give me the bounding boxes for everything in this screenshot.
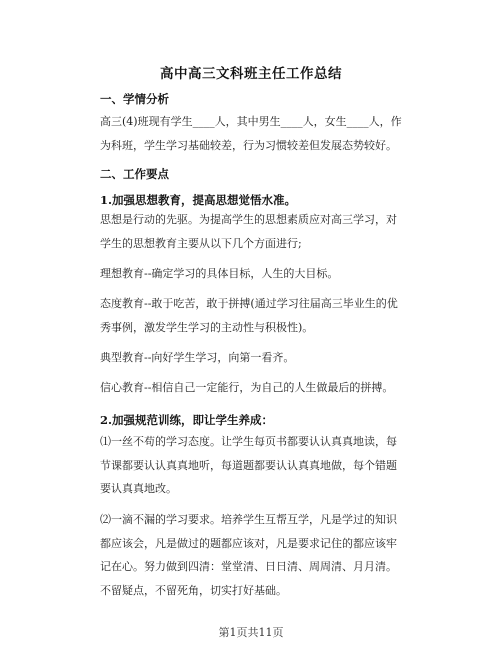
paragraph-ideology-intro: 思想是行动的先驱。为提高学生的思想素质应对高三学习，对学生的思想教育主要从以下几个方面进行; [100,213,397,250]
paragraph-learning-requirements: ⑵一滴不漏的学习要求。培养学生互帮互学，凡是学过的知识都应该会，凡是做过的题都应该对，凡是要求记住的都应该牢记在心。努力做到四清：堂堂清、日日清、周周清、月月清。不留疑点，不留死角，切实打好基础。 [100,513,397,597]
section-heading-situation: 一、学情分析 [100,92,169,106]
section-heading-work-points: 二、工作要点 [100,167,169,181]
subheading-standard-training: 2.加强规范训练，即让学生养成： [100,413,274,427]
subheading-ideology: 1.加强思想教育，提高思想觉悟水准。 [100,193,297,207]
paragraph-confidence-education: 信心教育--相信自己一定能行，为自己的人生做最后的拼搏。 [100,381,394,394]
paragraph-attitude-education: 态度教育--敢于吃苦，敢于拼搏(通过学习往届高三毕业生的优秀事例，激发学生学习的主动性与积极性)。 [100,297,398,334]
paragraph-model-education: 典型教育--向好学生学习，向第一看齐。 [100,351,295,364]
paragraph-attitude-rigor: ⑴一丝不苟的学习态度。让学生每页书都要认认真真地读，每节课都要认认真真地听，每道题都要认认真真地做，每个错题要认真真地改。 [100,435,397,495]
paragraph-situation: 高三(4)班现有学生____人，其中男生____人，女生____人，作为科班，学生学习基础较差，行为习惯较差但发展态势较好。 [100,115,402,152]
page-number-footer: 第1页共11页 [218,626,284,639]
document-title: 高中高三文科班主任工作总结 [160,66,342,82]
paragraph-ideal-education: 理想教育--确定学习的具体目标，人生的大目标。 [100,267,339,280]
